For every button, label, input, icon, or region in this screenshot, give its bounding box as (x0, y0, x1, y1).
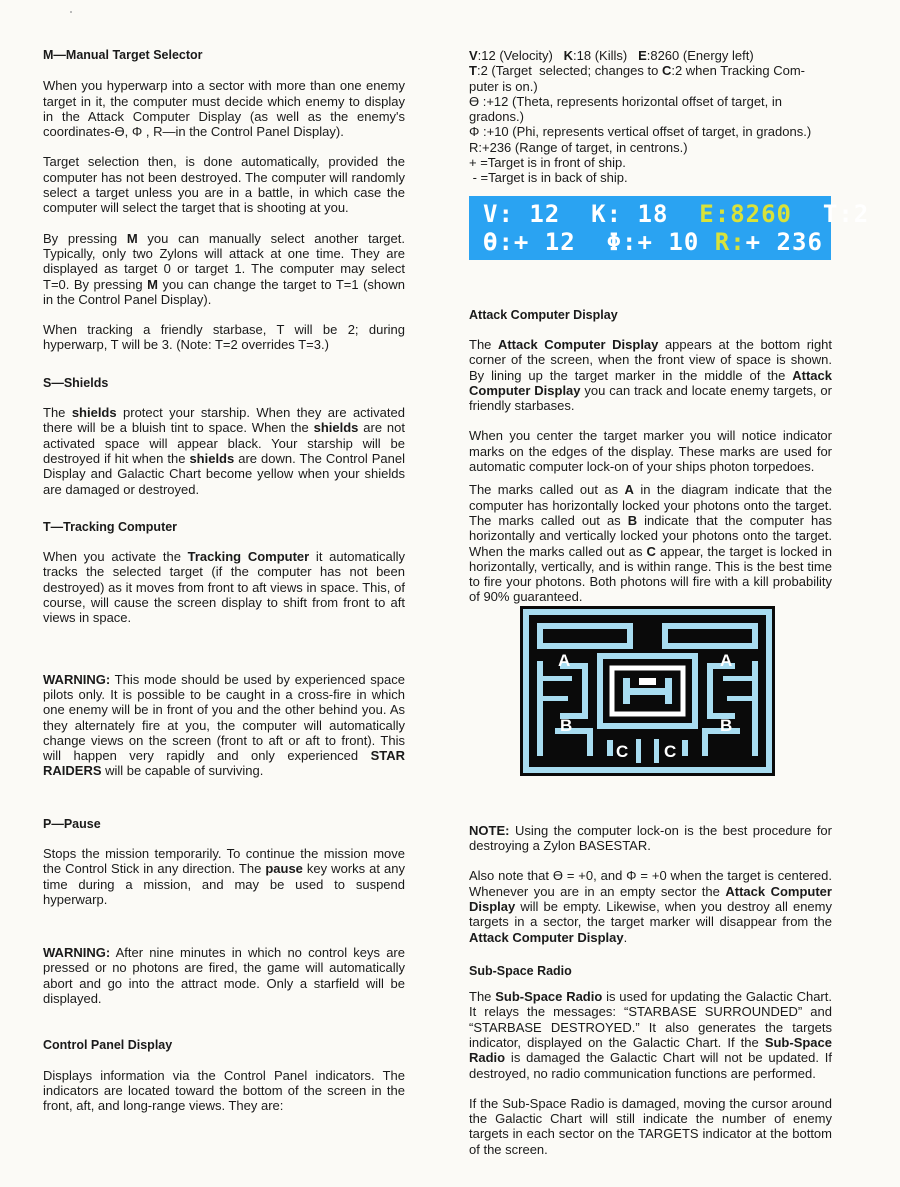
left-column (43, 48, 405, 1114)
bold-term: Sub-Space Radio (495, 989, 603, 1005)
bold-term: STAR RAIDERS (43, 748, 405, 779)
warning-label: WARNING: (43, 945, 111, 961)
radio-heading: Sub-Space Radio (469, 963, 572, 978)
indicator-definitions (469, 48, 832, 186)
text-run: :18 (Kills) (573, 48, 639, 63)
label-a-right: A (720, 651, 733, 670)
bold-term: Sub-Space Radio (469, 1034, 832, 1066)
indicator-line: R:+236 (Range of target, in centrons.) (469, 139, 688, 155)
pause-paragraph (43, 846, 405, 907)
bold-term: shields (189, 450, 235, 466)
label-b-left: B (560, 716, 573, 735)
warning-label: WARNING: (43, 671, 111, 687)
text-run: The marks called out as (469, 482, 625, 498)
bold-term: shields (313, 420, 359, 436)
manual-target-heading: M—Manual Target Selector (43, 48, 203, 62)
attack-display-p1 (469, 337, 832, 413)
text-run: will be empty. Likewise, when you destroy all enemy targets in a sector, the target marker will disappear from the (469, 898, 832, 930)
text-run: K (563, 48, 574, 63)
text-run: appears at the bottom right corner of the screen, when the front view of space is shown. By lining up the target marker in the middle of the (469, 336, 833, 383)
bold-term: B (627, 512, 638, 528)
label-c-left: C (616, 742, 629, 761)
control-panel-heading: Control Panel Display (43, 1038, 173, 1053)
text-run: Using the computer lock-on is the best procedure for destroying a Zylon BASESTAR. (469, 822, 832, 854)
attack-display-p3 (469, 482, 832, 604)
bold-term: shields (71, 405, 117, 421)
text-run: it automatically tracks the selected target (if the computer has not been destroyed) as it moves from front to aft views in space. This, of course, will cause the screen display to shift from front to aft views in space. (43, 549, 406, 626)
shields-paragraph (43, 405, 405, 497)
indicator-line: Φ :+10 (Phi, represents vertical offset of target, in gradons.) (469, 124, 812, 140)
text-run: is used for updating the Galactic Chart. It relays the messages: “STARBASE SURROUNDED” and “STARBASE DESTROYED.” It also generates the targets indicator, displayed on the Galactic Chart. If the (469, 989, 832, 1050)
bold-term: A (624, 482, 634, 498)
indicator-line: gradons.) (469, 109, 524, 125)
text-run: :8260 (Energy left) (646, 48, 754, 63)
text-run: Also note that ϴ = +0, and Φ = +0 when the target is centered. Whenever you are in an empty sector the (469, 868, 832, 899)
tracking-heading: T—Tracking Computer (43, 519, 178, 534)
warning-crossfire (43, 672, 405, 779)
control-panel-row-2 (483, 228, 823, 256)
indicator-line: - =Target is in back of ship. (469, 170, 628, 186)
bold-term: Attack Computer Display (497, 336, 659, 352)
bold-term: Attack Computer Display (469, 883, 832, 914)
control-panel-paragraph: Displays information via the Control Panel indicators. The indicators are located toward the bottom of the screen in the front, aft, and long-range views. They are: (43, 1067, 405, 1114)
note-label: NOTE: (469, 822, 510, 838)
text-run: indicate that the computer has horizontally and vertically locked your photons onto the target. When the marks called out as (469, 512, 832, 559)
text-run: :2 when Tracking Com- (671, 63, 806, 79)
energy-readout: E:8260 (699, 200, 792, 228)
text-run: you can track and locate enemy targets, or friendly starbases. (469, 382, 832, 414)
attack-display-heading: Attack Computer Display (469, 307, 618, 322)
radio-p2: If the Sub-Space Radio is damaged, moving the cursor around the Galactic Chart will still indicate the number of enemy targets in each sector on the TARGETS indicator at the bottom of the screen. (469, 1095, 832, 1157)
bold-term: Tracking Computer (187, 549, 310, 565)
text-run: :12 (Velocity) (477, 48, 564, 63)
text-run: + 236 (745, 228, 823, 256)
warning-attract-mode (43, 945, 405, 1006)
text-run: . (623, 929, 628, 945)
attack-computer-diagram (520, 606, 775, 776)
manual-target-p1: When you hyperwarp into a sector with more than one enemy target in it, the computer must decide which enemy to display in the Attack Computer Display (as well as the enemy's coordinates-ϴ, Φ , R—in the Control Panel Display). (43, 78, 405, 140)
bold-term: C (646, 543, 656, 559)
pause-heading: P—Pause (43, 816, 101, 831)
text-run: The (43, 405, 72, 421)
text-run: By pressing (43, 230, 127, 246)
text-run: will be capable of surviving. (101, 763, 264, 779)
text-run: This mode should be used by experienced space pilots only. It is possible to be caught in a cross-fire in which one enemy will be in front of you and the other behind you. As they alternately fire at you, the computer will automatically change views on the screen (front to aft or aft to front). This will happen very rapidly and only experienced (43, 671, 405, 764)
text-run: appear, the target is locked in horizontally, vertically, and is within range. This is the best time to fire your photons. Both photons will fire with a kill probability of 90% guaranteed. (469, 543, 832, 605)
manual-target-p4: When tracking a friendly starbase, T will be 2; during hyperwarp, T will be 3. (Note: T=2 overrides T=3.) (43, 322, 405, 353)
page-speck (70, 11, 72, 13)
bold-term: Attack Computer Display (469, 929, 624, 945)
text-run: T:2 (792, 200, 870, 228)
note-paragraph (469, 823, 832, 854)
indicator-line: ϴ :+12 (Theta, represents horizontal offset of target, in (469, 93, 783, 109)
text-run: The (469, 336, 498, 352)
text-run: protect your starship. When they are activated there will be a bluish tint to space. When the (43, 405, 405, 436)
text-run: you can change the target to T=1 (shown in the Control Panel Display). (43, 276, 405, 307)
control-panel-display-image (469, 196, 870, 260)
manual-target-p2: Target selection then, is done automatically, provided the computer has not been destroyed. The computer will randomly select a target unless you are in a battle, in which case the computer will select the target that is shooting at you. (43, 154, 405, 216)
text-run: T (469, 63, 477, 79)
text-run: V: 12 K: 18 (483, 200, 700, 228)
manual-target-p3 (43, 231, 405, 307)
indicator-line (469, 63, 832, 78)
bold-term: pause (265, 861, 303, 877)
text-run: Stops the mission temporarily. To continue the mission move the Control Stick in any direction. The (43, 845, 405, 877)
text-run: The (469, 989, 496, 1005)
text-run: ϴ:+ 12 Φ:+ 10 (483, 228, 715, 256)
control-panel-row-1 (483, 200, 869, 228)
shields-heading: S—Shields (43, 375, 109, 390)
indicator-line: + =Target is in front of ship. (469, 155, 626, 171)
key-m: M (126, 230, 138, 246)
text-run: :2 (Target selected; changes to (476, 63, 662, 79)
text-run: are down. The Control Panel Display and Galactic Chart become yellow when your shields are damaged or destroyed. (43, 450, 405, 497)
text-run: When you activate the (43, 549, 188, 565)
attack-display-p2: When you center the target marker you will notice indicator marks on the edges of the display. These marks are used for automatic computer lock-on of your ships photon torpedoes. (469, 428, 832, 475)
text-run: are not activated space will appear black. Your starship will be destroyed if hit when the (43, 420, 405, 466)
text-run: E (638, 48, 647, 63)
key-m: M (147, 276, 158, 292)
text-run: you can manually select another target. Typically, only two Zylons will attack at one time. They are displayed as target 0 or target 1. The computer may select T=0. By pressing (43, 230, 405, 292)
text-run: After nine minutes in which no control keys are pressed or no photons are fired, the game will automatically abort and go into the attract mode. Only a starfield will be displayed. (43, 945, 405, 1007)
label-b-right: B (720, 716, 733, 735)
label-a-left: A (558, 651, 571, 670)
indicator-line: puter is on.) (469, 78, 538, 94)
text-run: is damaged the Galactic Chart will not be updated. If destroyed, no radio communication functions are performed. (469, 1050, 832, 1081)
range-label: R: (714, 228, 746, 256)
radio-p1 (469, 989, 832, 1081)
text-run: in the diagram indicate that the computer has horizontally locked your photons onto the target. The marks called out as (469, 482, 832, 528)
bold-term: Attack Computer Display (469, 367, 832, 398)
indicator-line (469, 48, 832, 63)
text-run: V (469, 48, 478, 63)
tracking-paragraph (43, 549, 405, 625)
also-note-paragraph (469, 868, 832, 944)
label-c-right: C (664, 742, 677, 761)
text-run: key works at any time during a mission, and may be used to suspend hyperwarp. (43, 861, 405, 907)
text-run: C (661, 63, 672, 79)
